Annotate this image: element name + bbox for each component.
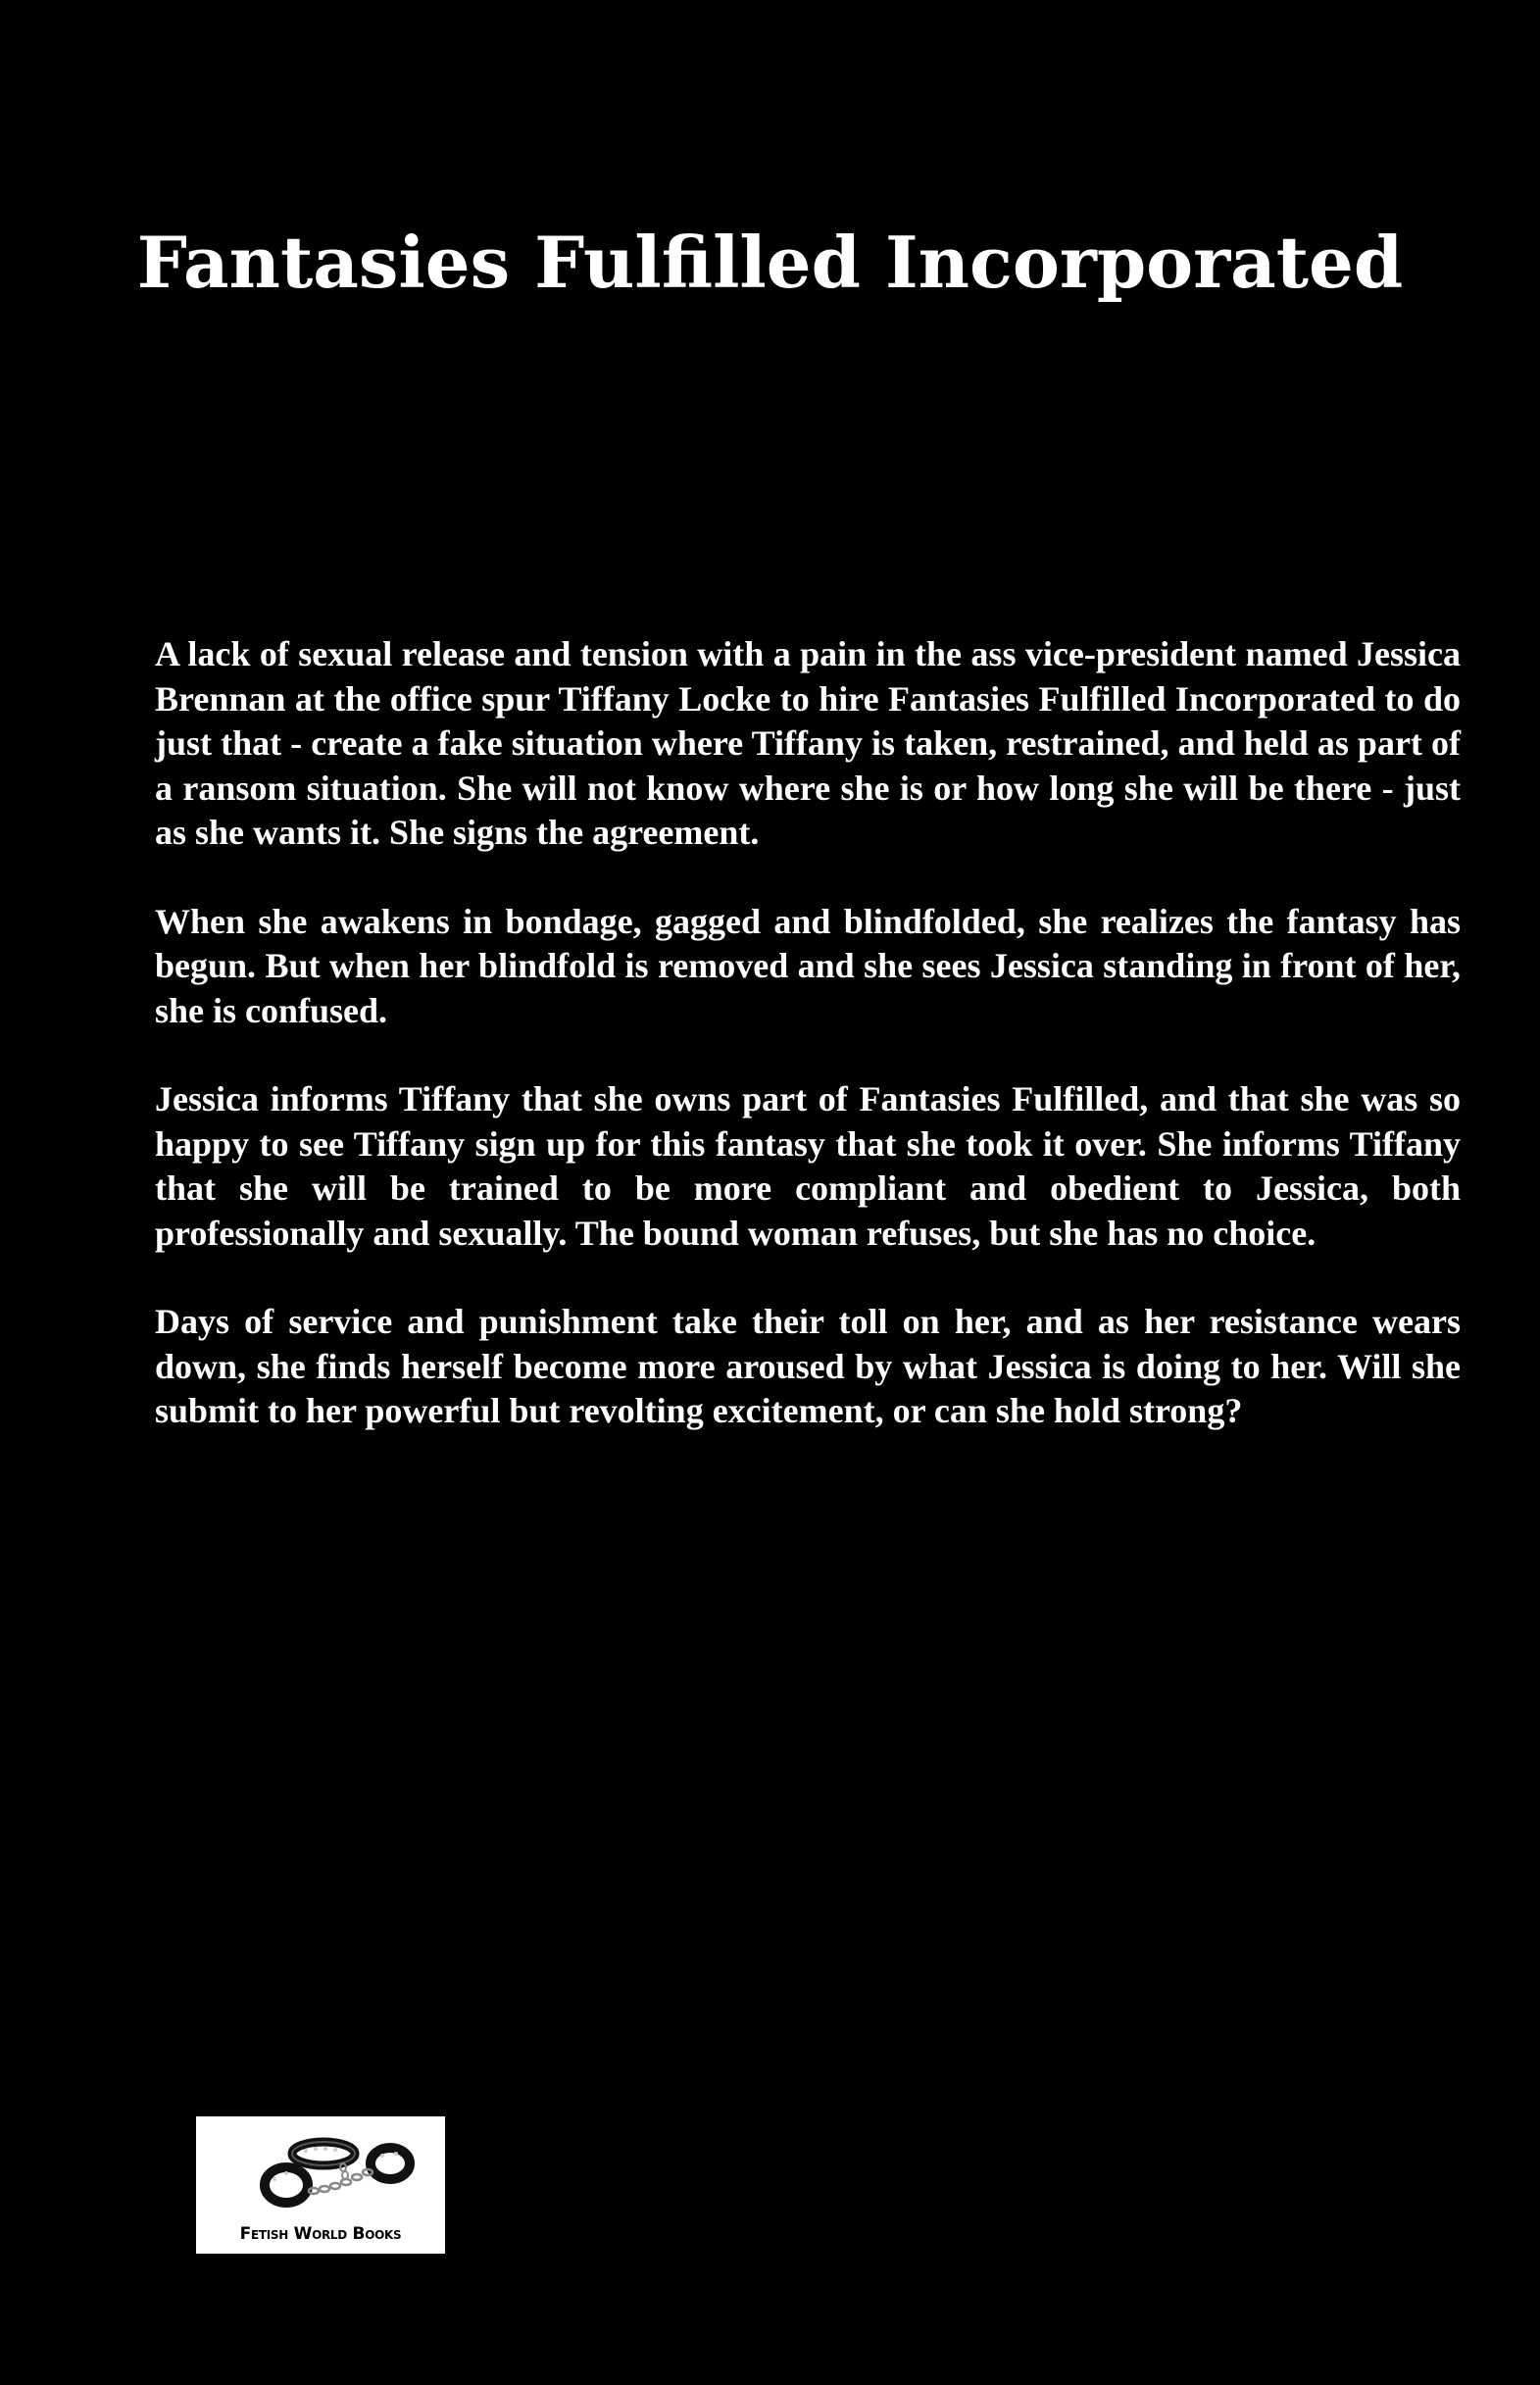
blurb-paragraph: When she awakens in bondage, gagged and blindfolded, she realizes the fantasy has begun. But when her blindfold is removed and she sees Jessica standing in front of her, she is confused. xyxy=(155,901,1461,1030)
back-cover-blurb xyxy=(155,632,1461,1478)
publisher-logo xyxy=(196,2116,445,2254)
book-title: Fantasies Fulfilled Incorporated xyxy=(136,221,1404,304)
publisher-name: Fetish World Books xyxy=(239,2224,402,2244)
blurb-paragraph: Jessica informs Tiffany that she owns part of Fantasies Fulfilled, and that she was so happy to see Tiffany sign up for this fantasy that she took it over. She informs Tiffany that she will be trained to be more compliant and obedient to Jessica, both professionally and sexually. The bound woman refuses, but she has no choice. xyxy=(155,1079,1461,1253)
blurb-paragraph: Days of service and punishment take their toll on her, and as her resistance wears down, she finds herself become more aroused by what Jessica is doing to her. Will she submit to her powerful but revolting excitement, or can she hold strong? xyxy=(155,1302,1461,1430)
handcuffs-collar-icon xyxy=(196,2116,445,2224)
blurb-paragraph: A lack of sexual release and tension with a pain in the ass vice-president named Jessica Brennan at the office spur Tiffany Locke to hire Fantasies Fulfilled Incorporated to do just that - create a fake situation where Tiffany is taken, restrained, and held as part of a ransom situation. She will not know where she is or how long she will be there - just as she wants it. She signs the agreement. xyxy=(155,634,1461,852)
